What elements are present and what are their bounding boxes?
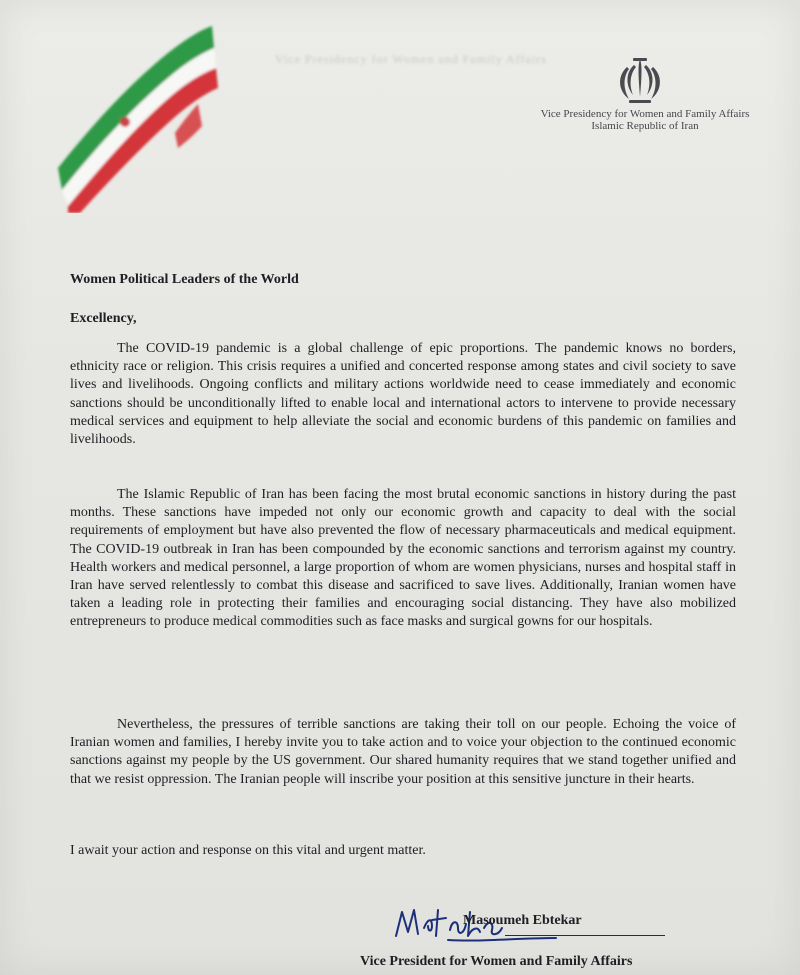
organization-name: [500, 108, 790, 132]
organization-line-1: Vice Presidency for Women and Family Affairs: [540, 108, 750, 120]
body-paragraph-3: Nevertheless, the pressures of terrible sanctions are taking their toll on our people. Echoing the voice of Iranian women and families, I hereby invite you to take action and to voice your objection to the continued economic sanctions against my people by the US government. Our shared humanity requires that we stand together unified and that we resist oppression. The Iranian people will inscribe your position at this sensitive juncture in their hearts.: [70, 717, 736, 787]
closing-line: I await your action and response on this vital and urgent matter.: [70, 843, 426, 858]
faint-header-text: Vice Presidency for Women and Family Affairs: [275, 52, 547, 66]
signature-underline: [505, 935, 665, 936]
signer-title: Vice President for Women and Family Affairs: [360, 954, 633, 969]
body-paragraph-1: The COVID-19 pandemic is a global challenge of epic proportions. The pandemic knows no borders, ethnicity race or religion. This crisis requires a unified and concerted response among states and civil society to save lives and livelihoods. Ongoing conflicts and military actions worldwide need to cease immediately and economic sanctions should be unconditionally lifted to enable local and international actors to intervene to provide necessary medical services and equipment to help alleviate the social and economic burdens of this pandemic on families and livelihoods.: [70, 341, 736, 448]
salutation: Excellency,: [70, 311, 137, 326]
iran-flag-icon: [50, 18, 220, 213]
body-paragraph-2: The Islamic Republic of Iran has been facing the most brutal economic sanctions in history during the past months. These sanctions have impeded not only our economic growth and capacity to deal with the social requirements of employment but have also prevented the flow of necessary pharmaceuticals and medical equipment. The COVID-19 outbreak in Iran has been compounded by the economic sanctions and terrorism against my country. Health workers and medical personnel, a large proportion of whom are women physicians, nurses and hospital staff in Iran have served relentlessly to combat this disease and sacrificed to save lives. Additionally, Iranian women have taken a leading role in protecting their families and encouraging social distancing. They have also mobilized entrepreneurs to produce medical commodities such as face masks and surgical gowns for our hospitals.: [70, 487, 736, 630]
recipient-heading: Women Political Leaders of the World: [70, 272, 299, 287]
signer-name: Masoumeh Ebtekar: [463, 913, 582, 928]
organization-line-2: Islamic Republic of Iran: [591, 120, 699, 132]
iran-emblem-icon: [615, 55, 665, 107]
